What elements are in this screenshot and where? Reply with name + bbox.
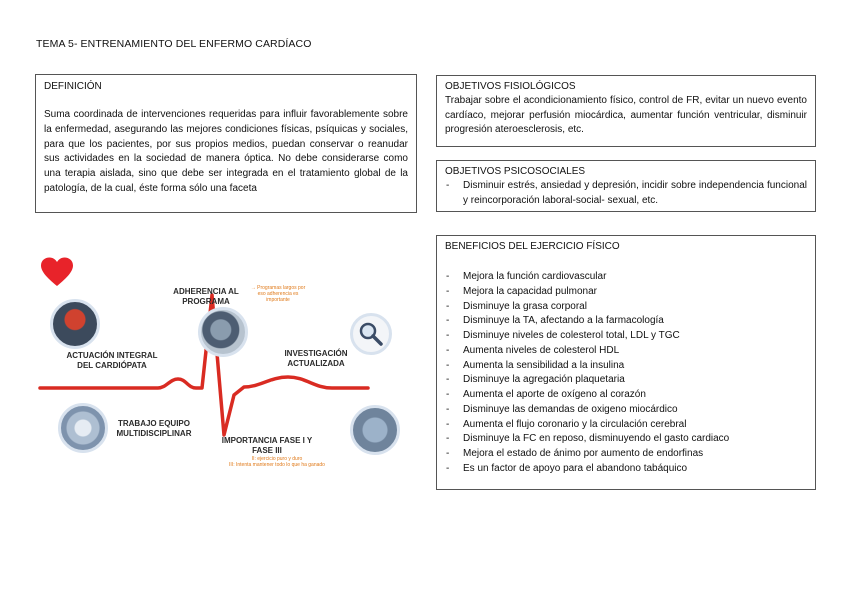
patient-photo <box>50 299 100 349</box>
list-item: - Aumenta el flujo coronario y la circulación cerebral <box>445 418 807 433</box>
page-title: TEMA 5- ENTRENAMIENTO DEL ENFERMO CARDÍACO <box>36 38 312 50</box>
note-importancia: II: ejercicio puro y duro III: Intenta mantener todo lo que ha ganado <box>229 456 325 468</box>
exercise-photo <box>198 307 248 357</box>
doctors-photo <box>58 403 108 453</box>
label-trabajo: TRABAJO EQUIPO MULTIDISCIPLINAR <box>116 419 192 438</box>
label-importancia: IMPORTANCIA FASE I Y FASE III <box>221 436 313 455</box>
list-item: - Es un factor de apoyo para el abandono tabáquico <box>445 462 807 477</box>
list-item: - Disminuye la TA, afectando a la farmacología <box>445 314 807 329</box>
objetivos-fisiologicos-text: Trabajar sobre el acondicionamiento físico, control de FR, evitar un nuevo evento cardíaco, mejorar perfusión miocárdica, aumentar función ventricular, disminuir progresión ateroesclerosis, etc. <box>445 95 807 136</box>
objetivos-fisiologicos-box <box>436 75 816 147</box>
list-item: - Disminuye la grasa corporal <box>445 300 807 315</box>
label-investigacion: INVESTIGACIÓN ACTUALIZADA <box>284 349 348 368</box>
list-item: - Disminuye niveles de colesterol total, LDL y TGC <box>445 329 807 344</box>
list-item: - Aumenta niveles de colesterol HDL <box>445 344 807 359</box>
list-item: - Mejora el estado de ánimo por aumento de endorfinas <box>445 447 807 462</box>
label-actuacion: ACTUACIÓN INTEGRAL DEL CARDIÓPATA <box>66 351 158 370</box>
objetivos-psicosociales-list <box>445 179 807 208</box>
definicion-text: Suma coordinada de intervenciones requeridas para influir favorablemente sobre la enfermedad, asegurando las mejores condiciones físicas, psíquicas y sociales, para que los pacientes, por sus propios medios, puedan conservar o reanudar sus actividades en la sociedad de manera óptica. No debe considerarse como una terapia aislada, sino que debe ser integrada en el tratamiento global de la patología, de la cual, éste forma sólo una faceta <box>44 109 408 194</box>
objetivos-fisiologicos-title: OBJETIVOS FISIOLÓGICOS <box>445 81 576 92</box>
team-photo <box>350 405 400 455</box>
objetivos-psicosociales-box <box>436 160 816 212</box>
magnifier-glyph <box>358 321 384 347</box>
list-item: - Disminuir estrés, ansiedad y depresión, incidir sobre independencia funcional y reincorporación laboral-social- sexual, etc. <box>445 179 807 208</box>
objetivos-psicosociales-title: OBJETIVOS PSICOSOCIALES <box>445 166 586 177</box>
beneficios-list <box>445 270 807 477</box>
list-item: - Aumenta el aporte de oxígeno al corazón <box>445 388 807 403</box>
list-item: - Disminuye la FC en reposo, disminuyendo el gasto cardiaco <box>445 432 807 447</box>
list-item: - Disminuye las demandas de oxigeno miocárdico <box>445 403 807 418</box>
definicion-title: DEFINICIÓN <box>44 81 102 92</box>
list-item: - Disminuye la agregación plaquetaria <box>445 373 807 388</box>
beneficios-box <box>436 235 816 490</box>
list-item: - Mejora la función cardiovascular <box>445 270 807 285</box>
list-item: - Aumenta la sensibilidad a la insulina <box>445 359 807 374</box>
beneficios-title: BENEFICIOS DEL EJERCICIO FÍSICO <box>445 241 620 252</box>
label-adherencia: ADHERENCIA AL PROGRAMA <box>173 287 239 306</box>
note-adherencia: → Programas largos por eso adherencia es importante <box>250 285 306 303</box>
definicion-box <box>35 74 417 213</box>
rehab-diagram <box>38 255 408 468</box>
list-item: - Mejora la capacidad pulmonar <box>445 285 807 300</box>
